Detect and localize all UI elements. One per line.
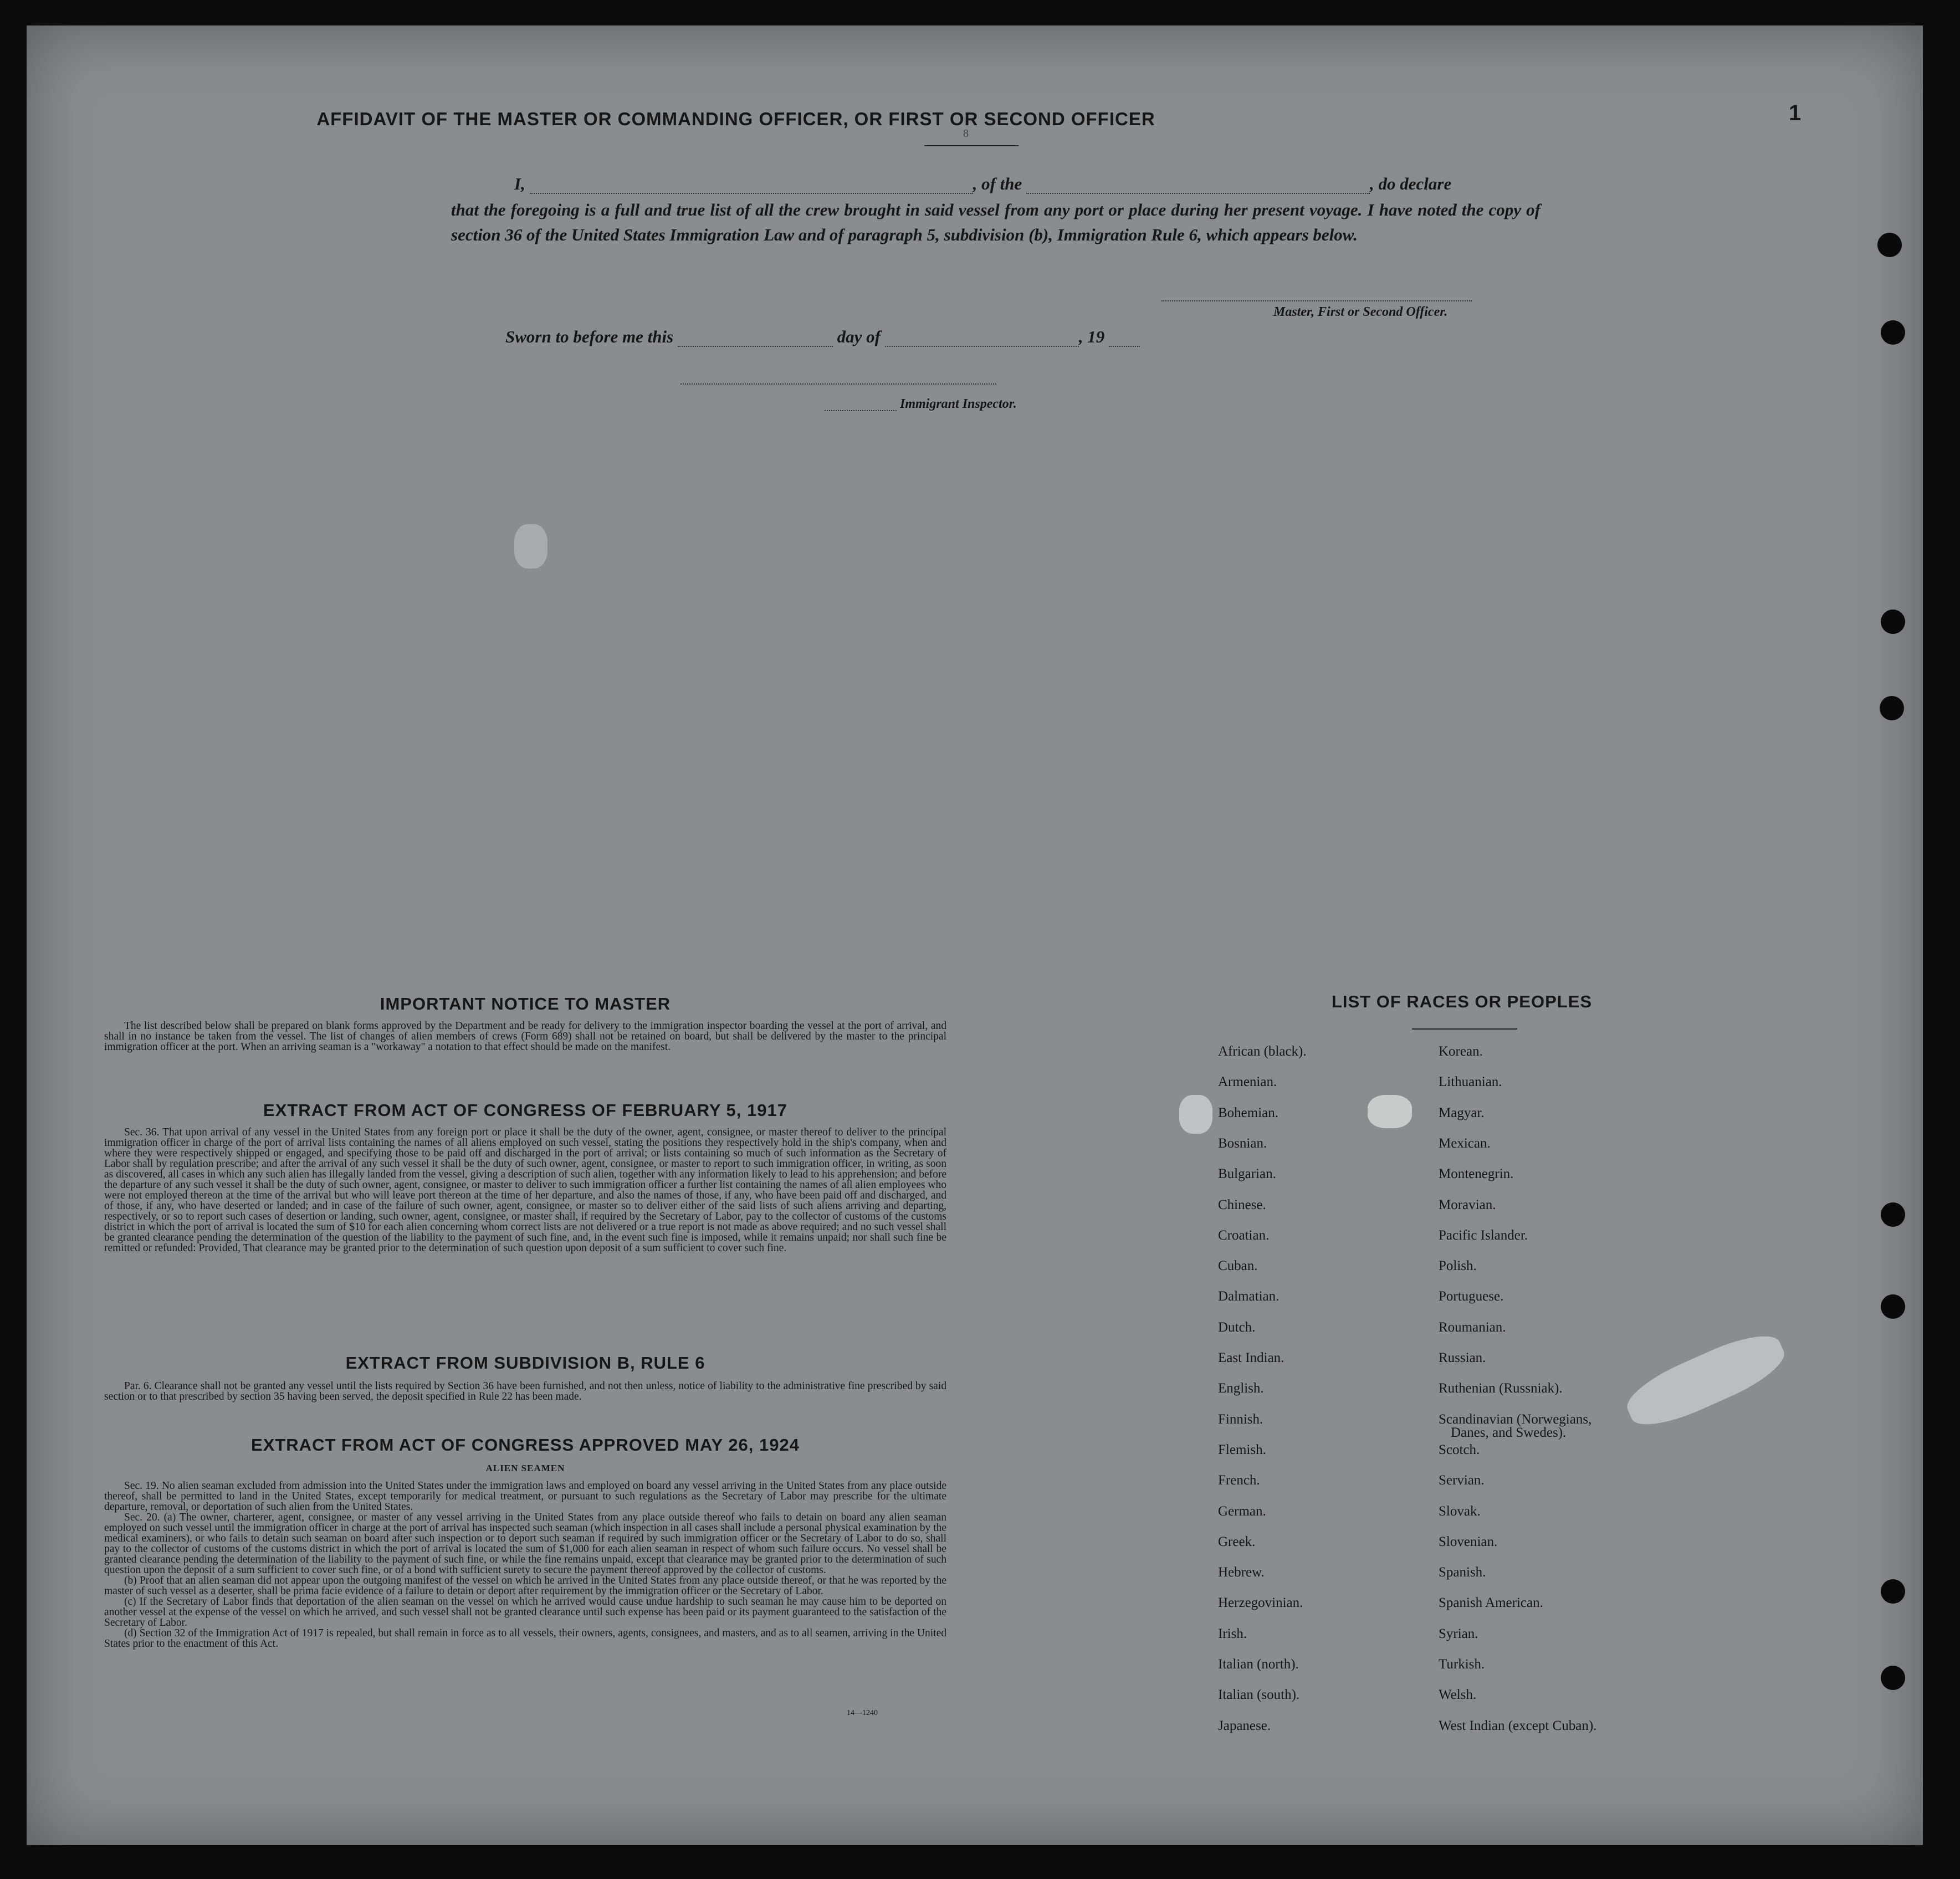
race-item: Syrian. <box>1439 1626 1478 1641</box>
inspector-short-line <box>825 410 897 411</box>
sec-20b-paragraph: (b) Proof that an alien seaman did not appear upon the outgoing manifest of the vessel on which he arrived in the United States from any place outside thereof, or that he was reported by the master of such vessel as a deserter, shall be prima facie evidence of a failure to detain or deport after requirement by the immigration officer or the Secretary of Labor. <box>104 1575 946 1597</box>
extract-1917-text <box>104 1127 946 1253</box>
race-item: Finnish. <box>1218 1411 1263 1427</box>
race-item: Mexican. <box>1439 1135 1491 1151</box>
binder-hole <box>1881 1666 1905 1690</box>
rule6-text <box>104 1381 946 1402</box>
race-item: Lithuanian. <box>1439 1074 1502 1090</box>
binder-hole <box>1881 1202 1905 1227</box>
declaration-of-the: , of the <box>973 174 1022 193</box>
inspector-signature-line[interactable] <box>680 383 996 385</box>
race-item: Turkish. <box>1439 1657 1485 1672</box>
race-item: Spanish American. <box>1439 1595 1543 1611</box>
declaration-do-declare: , do declare <box>1370 174 1452 193</box>
binder-hole <box>1881 610 1905 634</box>
race-item: Flemish. <box>1218 1442 1266 1457</box>
race-item: Moravian. <box>1439 1197 1496 1212</box>
race-item-continuation: Danes, and Swedes). <box>1451 1425 1567 1440</box>
master-signature-line[interactable] <box>1161 300 1472 301</box>
form-number: 14—1240 <box>847 1709 878 1717</box>
notice-text <box>104 1021 946 1052</box>
binder-hole <box>1881 320 1905 345</box>
race-item: English. <box>1218 1381 1264 1396</box>
sworn-day-of: day of <box>837 327 881 346</box>
race-item: Dutch. <box>1218 1319 1256 1335</box>
sworn-year: , 19 <box>1078 327 1105 346</box>
race-item: Roumanian. <box>1439 1319 1506 1335</box>
race-item: Polish. <box>1439 1258 1477 1274</box>
notice-heading: IMPORTANT NOTICE TO MASTER <box>380 994 671 1013</box>
race-item: Japanese. <box>1218 1718 1271 1733</box>
rule6-heading: EXTRACT FROM SUBDIVISION B, RULE 6 <box>345 1353 705 1373</box>
declaration-line <box>514 174 1451 194</box>
race-item: French. <box>1218 1473 1260 1488</box>
paper-stain <box>1179 1095 1212 1134</box>
race-item: Armenian. <box>1218 1074 1277 1090</box>
race-item: Italian (south). <box>1218 1687 1300 1703</box>
declaration-i: I, <box>514 174 525 193</box>
race-item: Ruthenian (Russniak). <box>1439 1381 1563 1396</box>
sworn-line <box>505 327 1140 347</box>
declaration-paragraph: that the foregoing is a full and true list of all the crew brought in said vessel from any port or place during her present voyage. I have noted the copy of section 36 of the United States Immigration Law and of paragraph 5, subdivision (b), Immigration Rule 6, which appears below. <box>451 200 1541 244</box>
races-heading-rule <box>1412 1028 1517 1030</box>
race-item: Irish. <box>1218 1626 1247 1641</box>
race-item: West Indian (except Cuban). <box>1439 1718 1597 1733</box>
title-rule <box>924 145 1019 146</box>
extract-1917-heading: EXTRACT FROM ACT OF CONGRESS OF FEBRUARY 5, 1917 <box>263 1100 787 1120</box>
paper-stain <box>514 524 547 569</box>
race-item: Italian (north). <box>1218 1657 1299 1672</box>
race-item: Scotch. <box>1439 1442 1480 1457</box>
sworn-day-blank[interactable] <box>678 330 833 347</box>
race-item: Servian. <box>1439 1473 1485 1488</box>
binder-hole <box>1880 696 1904 720</box>
extract-1924-heading: EXTRACT FROM ACT OF CONGRESS APPROVED MAY 26, 1924 <box>251 1435 800 1455</box>
page-number-mark: 1 <box>1789 101 1802 125</box>
race-item: Pacific Islander. <box>1439 1227 1528 1243</box>
sec-20c-paragraph: (c) If the Secretary of Labor finds that deportation of the alien seaman on the vessel on which he arrived would cause undue hardship to such seaman he may cause him to be deported on another vessel at the expense of the vessel on which he arrived, and such vessel shall not be granted clearance until such expense has been paid or its payment guaranteed to the satisfaction of the Secretary of Labor. <box>104 1596 946 1629</box>
race-item: Slovak. <box>1439 1503 1481 1519</box>
race-item: Bohemian. <box>1218 1105 1279 1120</box>
race-item: Welsh. <box>1439 1687 1477 1703</box>
races-list <box>1218 1044 1744 1764</box>
sec-20a-paragraph: Sec. 20. (a) The owner, charterer, agent, consignee, or master of any vessel arriving in the United States from any place outside thereof who fails to detain on board any alien seaman employed on such vessel until the immigration officer in charge at the port of arrival has inspected such seaman (which inspection in all cases shall include a personal physical examination by the medical examiners), or who fails to detain such seaman on board after such inspection or to deport such seaman if required by such immigration officer or the Secretary of Labor to do so, shall pay to the collector of customs of the customs district in which the port of arrival is located the sum of $1,000 for each alien seaman in respect of whom such failure occurs. No vessel shall be granted clearance pending the determination of the liability to the payment of such fine, or while the fine remains unpaid, except that clearance may be granted prior to the determination of such question upon the deposit of a sum sufficient to cover such fine, or of a bond with sufficient surety to secure the payment thereof approved by the collector of customs. <box>104 1512 946 1576</box>
race-item: East Indian. <box>1218 1350 1285 1365</box>
race-item: Spanish. <box>1439 1565 1486 1580</box>
section-36-paragraph: Sec. 36. That upon arrival of any vessel in the United States from any foreign port or place it shall be the duty of the owner, agent, consignee, or master thereof to deliver to the principal immigration officer in charge of the port of arrival lists containing the names of all aliens employed on such vessel, stating the positions they respectively hold in the ship's company, when and where they were respectively shipped or engaged, and specifying those to be paid off and discharged in the port of arrival; or lists containing so much of such information as the Secretary of Labor shall by regulation prescribe; and after the arrival of any such vessel it shall be the duty of such owner, agent, consignee, or master to report to such immigration officer, in writing, as soon as discovered, all cases in which any such alien has illegally landed from the vessel, giving a description of such alien, together with any information likely to lead to his apprehension; and before the departure of any such vessel it shall be the duty of such owner, agent, consignee, or master to deliver to such immigration officer a further list containing the names of all alien employees who were not employed thereon at the time of the arrival but who will leave port thereon at the time of her departure, and also the names of those, if any, who have been paid off and discharged, and of those, if any, who have deserted or landed; and in case of the failure of such owner, agent, consignee, or master so to deliver either of the said lists of such aliens arriving and departing, respectively, or so to report such cases of desertion or landing, such owner, agent, consignee, or master shall, if required by the Secretary of Labor, pay to the collector of customs of the customs district in which the port of arrival is located the sum of $10 for each alien concerning whom correct lists are not delivered or a true report is not made as above required; and no such vessel shall be granted clearance pending the determination of the question of the liability to the payment of such fine, and, in the event such fine is imposed, while it remains unpaid; nor shall such fine be remitted or refunded: Provided, That clearance may be granted prior to the determination of such question upon deposit of a sum sufficient to cover such fine. <box>104 1127 946 1254</box>
race-item: Slovenian. <box>1439 1534 1498 1549</box>
race-item: Montenegrin. <box>1439 1166 1514 1182</box>
race-item: German. <box>1218 1503 1266 1519</box>
races-heading: LIST OF RACES OR PEOPLES <box>1331 992 1593 1011</box>
name-blank[interactable] <box>530 177 973 194</box>
sworn-text: Sworn to before me this <box>505 327 674 346</box>
notice-paragraph: The list described below shall be prepared on blank forms approved by the Department and be ready for delivery to the immigration inspector boarding the vessel at the port of arrival, and shall in no instance be taken from the vessel. The list of changes of alien members of crews (Form 689) shall not be retained on board, but shall be delivered by the master to the principal immigration officer at the port. When an arriving seaman is a "workaway" a notation to that effect should be made on the manifest. <box>104 1020 946 1053</box>
race-item: Russian. <box>1439 1350 1486 1365</box>
race-item: Portuguese. <box>1439 1289 1504 1304</box>
race-item: Cuban. <box>1218 1258 1258 1274</box>
race-item: Bulgarian. <box>1218 1166 1276 1182</box>
affidavit-title: AFFIDAVIT OF THE MASTER OR COMMANDING OFFICER, OR FIRST OR SECOND OFFICER <box>316 109 1155 129</box>
alien-seamen-subheading: ALIEN SEAMEN <box>485 1463 565 1473</box>
rule6-paragraph: Par. 6. Clearance shall not be granted any vessel until the lists required by Section 36 have been furnished, and not then unless, notice of liability to the administrative fine prescribed by said section or to that prescribed by section 35 having been served, the deposit specified in Rule 22 has been made. <box>104 1380 946 1402</box>
race-item: Chinese. <box>1218 1197 1266 1212</box>
race-item: Greek. <box>1218 1534 1256 1549</box>
race-item: Croatian. <box>1218 1227 1270 1243</box>
binder-hole <box>1877 233 1902 257</box>
binder-hole <box>1881 1294 1905 1319</box>
race-item: Herzegovinian. <box>1218 1595 1303 1611</box>
race-item: African (black). <box>1218 1044 1307 1059</box>
race-item: Magyar. <box>1439 1105 1485 1120</box>
race-item: Scandinavian (Norwegians, <box>1439 1411 1592 1427</box>
sworn-year-blank[interactable] <box>1109 330 1140 347</box>
document-page <box>27 25 1923 1845</box>
binder-hole <box>1881 1579 1905 1604</box>
sec-20d-paragraph: (d) Section 32 of the Immigration Act of 1917 is repealed, but shall remain in force as to all vessels, their owners, agents, consignees, and masters, and as to all seamen, arriving in the United States prior to the enactment of this Act. <box>104 1627 946 1650</box>
race-item: Korean. <box>1439 1044 1483 1059</box>
race-item: Hebrew. <box>1218 1565 1265 1580</box>
master-signature-label: Master, First or Second Officer. <box>1273 305 1448 319</box>
race-item: Bosnian. <box>1218 1135 1267 1151</box>
extract-1924-text <box>104 1481 946 1649</box>
sec-19-paragraph: Sec. 19. No alien seaman excluded from admission into the United States under the immigration laws and employed on board any vessel arriving in the United States from any place outside thereof, shall be permitted to land in the United States, except temporarily for medical treatment, or pursuant to such regulations as the Secretary of Labor may prescribe for the ultimate departure, removal, or deportation of such alien from the United States. <box>104 1480 946 1513</box>
race-item: Dalmatian. <box>1218 1289 1280 1304</box>
vessel-blank[interactable] <box>1026 177 1370 194</box>
affidavit-title-mark: 8 <box>963 127 969 140</box>
sworn-month-blank[interactable] <box>885 330 1079 347</box>
inspector-label: Immigrant Inspector. <box>900 397 1017 411</box>
